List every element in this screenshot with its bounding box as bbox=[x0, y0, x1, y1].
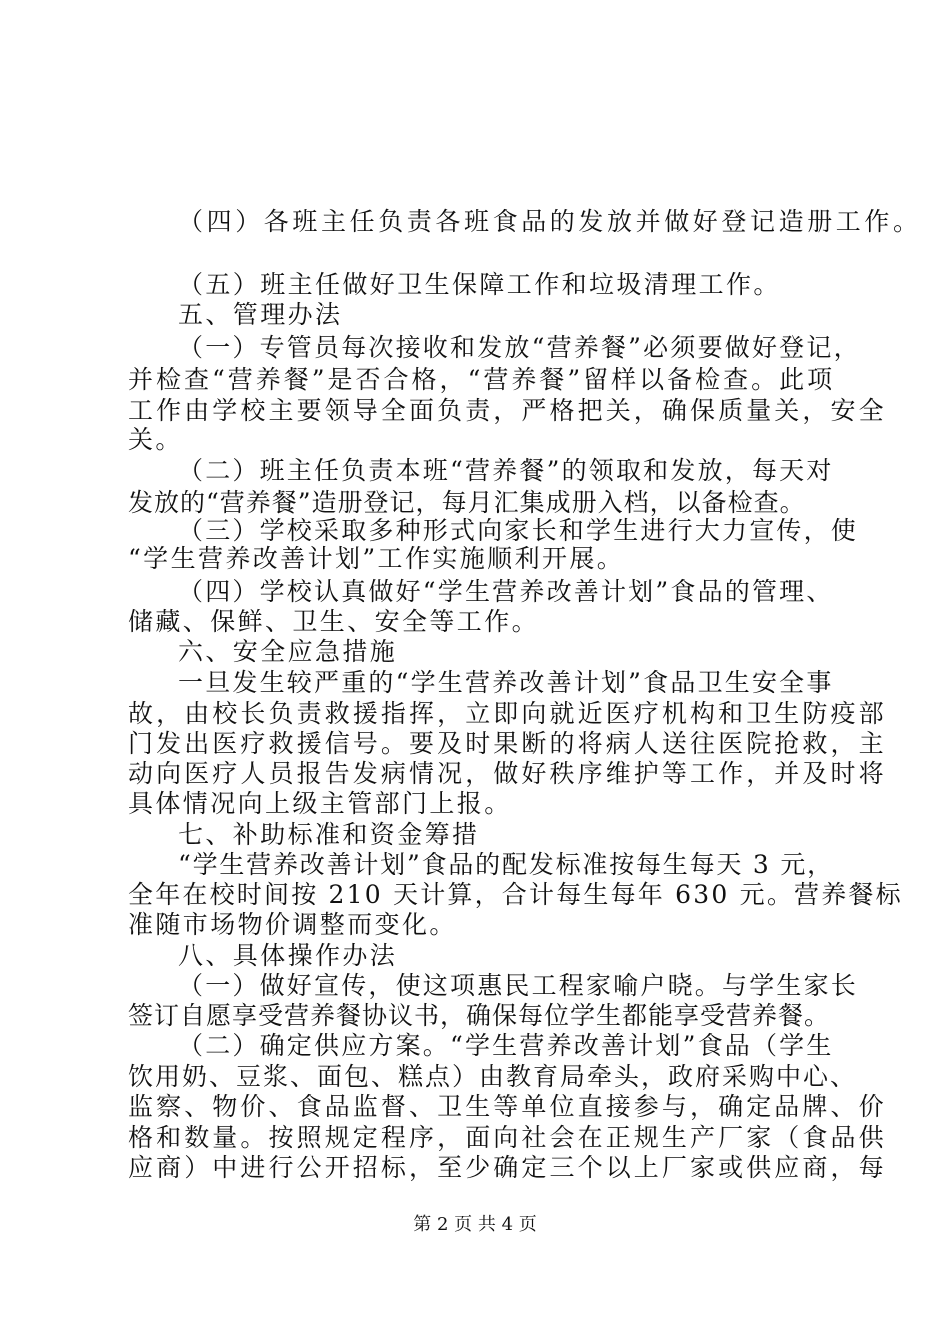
paragraph-line: 监察、物价、食品监督、卫生等单位直接参与，确定品牌、价 bbox=[128, 1092, 887, 1121]
paragraph-line: 饮用奶、豆浆、面包、糕点）由教育局牵头，政府采购中心、 bbox=[128, 1062, 858, 1091]
paragraph-line: 门发出医疗救援信号。要及时果断的将病人送往医院抢救，主 bbox=[128, 729, 887, 758]
paragraph-line: （四）学校认真做好“学生营养改善计划”食品的管理、 bbox=[178, 577, 834, 606]
paragraph-line: 签订自愿享受营养餐协议书，确保每位学生都能享受营养餐。 bbox=[128, 1001, 831, 1030]
page-number-footer: 第 2 页 共 4 页 bbox=[413, 1214, 537, 1235]
paragraph-line: （一）做好宣传，使这项惠民工程家喻户晓。与学生家长 bbox=[178, 971, 859, 1000]
paragraph-line: 故，由校长负责救援指挥，立即向就近医疗机构和卫生防疫部 bbox=[128, 699, 887, 728]
paragraph-line: 全年在校时间按 210 天计算，合计每生每年 630 元。营养餐标 bbox=[128, 880, 903, 909]
paragraph-line: 动向医疗人员报告发病情况，做好秩序维护等工作，并及时将 bbox=[128, 759, 887, 788]
paragraph-line: 准随市场物价调整而变化。 bbox=[128, 910, 457, 939]
paragraph-line: （一）专管员每次接收和发放“营养餐”必须要做好登记， bbox=[178, 333, 861, 362]
paragraph-line: “学生营养改善计划”工作实施顺利开展。 bbox=[128, 544, 625, 573]
paragraph-line: 关。 bbox=[128, 425, 183, 454]
paragraph-line: 工作由学校主要领导全面负责，严格把关，确保质量关，安全 bbox=[128, 396, 887, 425]
paragraph-line: （四）各班主任负责各班食品的发放并做好登记造册工作。 bbox=[178, 207, 922, 236]
paragraph-line: 发放的“营养餐”造册登记，每月汇集成册入档，以备检查。 bbox=[128, 488, 806, 517]
section-heading: 七、补助标准和资金筹措 bbox=[178, 820, 480, 849]
paragraph-line: “学生营养改善计划”食品的配发标准按每生每天 3 元， bbox=[178, 850, 834, 879]
paragraph-line: 一旦发生较严重的“学生营养改善计划”食品卫生安全事 bbox=[178, 668, 834, 697]
section-heading: 六、安全应急措施 bbox=[178, 637, 398, 666]
paragraph-line: 格和数量。按照规定程序，面向社会在正规生产厂家（食品供 bbox=[128, 1123, 887, 1152]
paragraph-line: （二）确定供应方案。“学生营养改善计划”食品（学生 bbox=[178, 1031, 834, 1060]
paragraph-line: （三）学校采取多种形式向家长和学生进行大力宣传，使 bbox=[178, 516, 859, 545]
paragraph-line: 应商）中进行公开招标，至少确定三个以上厂家或供应商，每 bbox=[128, 1153, 887, 1182]
section-heading: 八、具体操作办法 bbox=[178, 941, 398, 970]
paragraph-line: 储藏、保鲜、卫生、安全等工作。 bbox=[128, 607, 540, 636]
paragraph-line: 并检查“营养餐”是否合格，“营养餐”留样以备检查。此项 bbox=[128, 365, 836, 394]
section-heading: 五、管理办法 bbox=[178, 300, 343, 329]
paragraph-line: （五）班主任做好卫生保障工作和垃圾清理工作。 bbox=[178, 270, 781, 299]
paragraph-line: （二）班主任负责本班“营养餐”的领取和发放，每天对 bbox=[178, 456, 834, 485]
paragraph-line: 具体情况向上级主管部门上报。 bbox=[128, 789, 512, 818]
